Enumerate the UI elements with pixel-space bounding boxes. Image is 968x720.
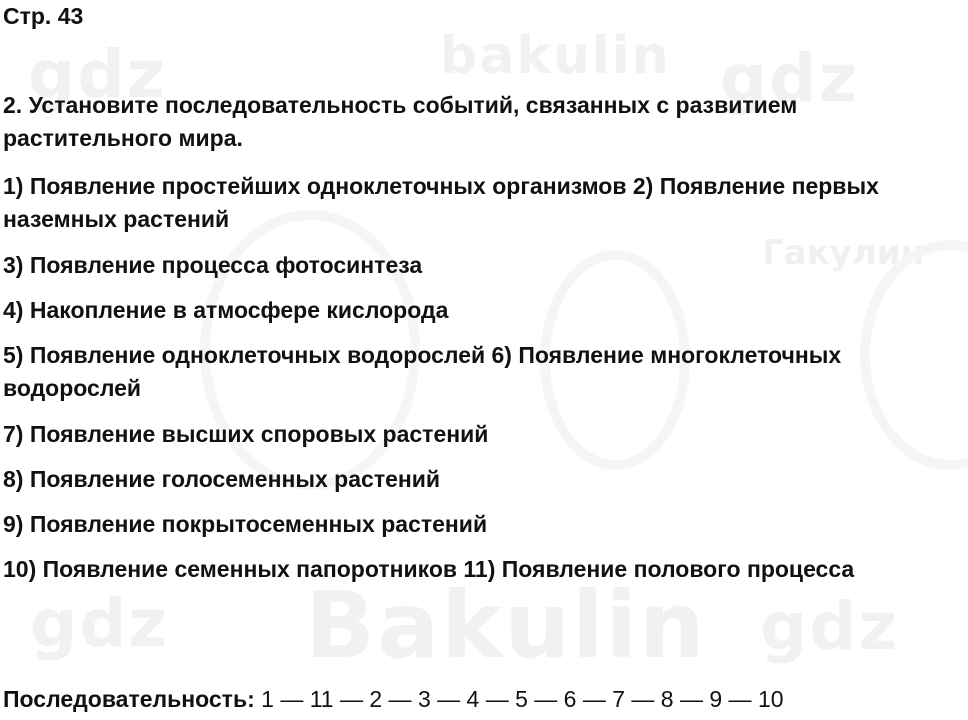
list-item: 7) Появление высших споровых растений bbox=[3, 421, 489, 447]
watermark-gdz: gdz bbox=[28, 36, 167, 113]
watermark-bakulin: bakulin bbox=[440, 26, 671, 86]
list-item: 9) Появление покрытосеменных растений bbox=[3, 511, 488, 537]
answer-line bbox=[3, 684, 784, 714]
watermark-gdz: gdz bbox=[760, 588, 899, 665]
list-item: 1) Появление простейших одноклеточных организмов 2) Появление первых наземных растений bbox=[3, 173, 879, 232]
event-list bbox=[3, 170, 965, 599]
answer-sequence: 1 — 11 — 2 — 3 — 4 — 5 — 6 — 7 — 8 — 9 — 10 bbox=[261, 686, 784, 712]
watermark-bakulin: Bakulin bbox=[305, 572, 707, 679]
question-text: 2. Установите последовательность событий, связанных с развитием растительного мира. bbox=[3, 92, 798, 151]
watermark-gdz: gdz bbox=[720, 40, 859, 117]
list-item: 4) Накопление в атмосфере кислорода bbox=[3, 297, 449, 323]
list-item: 10) Появление семенных папоротников 11) Появление полового процесса bbox=[3, 556, 855, 582]
list-item: 8) Появление голосеменных растений bbox=[3, 466, 441, 492]
list-item: 3) Появление процесса фотосинтеза bbox=[3, 252, 423, 278]
watermark-gdz: gdz bbox=[30, 585, 169, 662]
list-item: 5) Появление одноклеточных водорослей 6) Появление многоклеточных водорослей bbox=[3, 342, 842, 401]
answer-label: Последовательность: bbox=[3, 686, 255, 712]
watermark-vertical-text: Гакулин bbox=[762, 233, 925, 273]
page-reference: Стр. 43 bbox=[3, 3, 84, 29]
